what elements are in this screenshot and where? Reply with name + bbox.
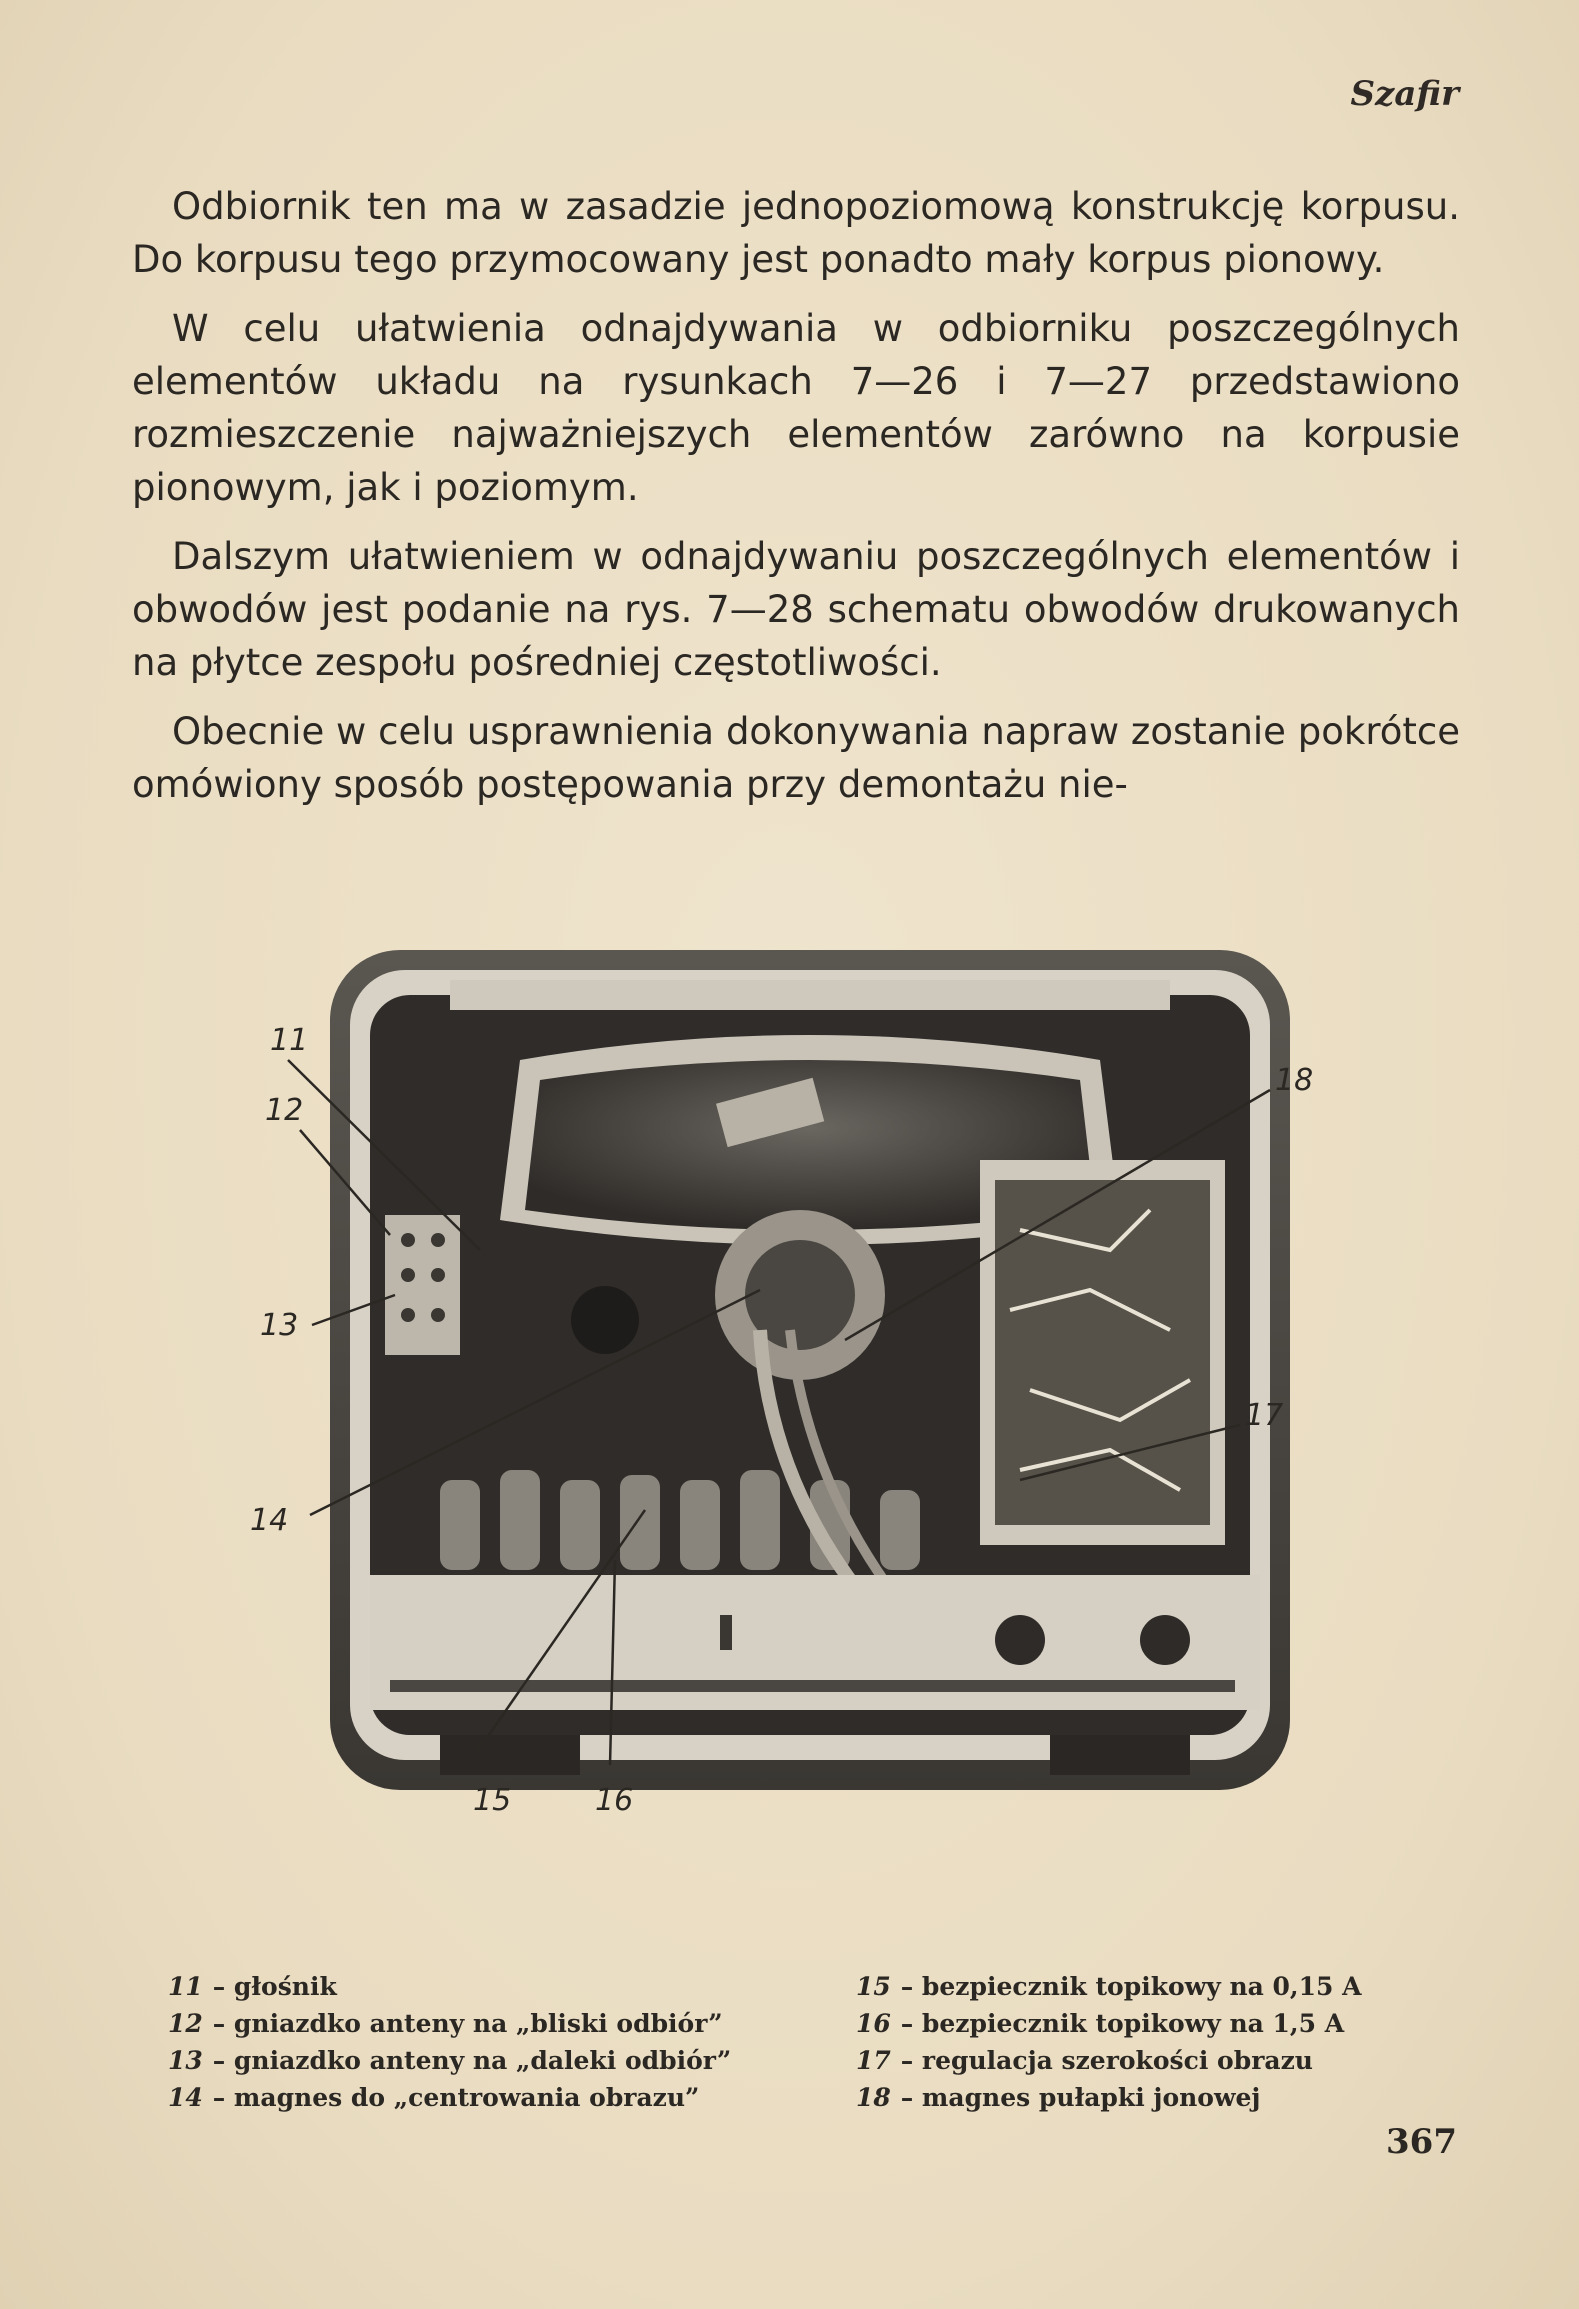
callout-14: 14 <box>250 1503 289 1538</box>
page-number: 367 <box>1386 2122 1457 2162</box>
legend-item: 13 – gniazdko anteny na „daleki odbiór” <box>168 2046 732 2075</box>
paragraph: Odbiornik ten ma w zasadzie jednopoziomową konstrukcję korpusu. Do korpusu tego przymocowany jest ponadto mały korpus pionowy. <box>132 185 1460 281</box>
tv-chassis-photo <box>250 950 1330 1850</box>
control-knob <box>995 1615 1045 1665</box>
paragraph: W celu ułatwienia odnajdywania w odbiorniku poszczególnych elementów układu na rysunkach 7—26 i 7—27 przedstawiono rozmieszczenie najważniejszych elementów zarówno na korpusie pionowym, jak i poziomym. <box>132 307 1460 509</box>
callout-15: 15 <box>473 1783 512 1818</box>
callout-13: 13 <box>260 1308 299 1343</box>
callout-18: 18 <box>1275 1063 1314 1098</box>
callout-16: 16 <box>595 1783 634 1818</box>
legend-item: 16 – bezpiecznik topikowy na 1,5 A <box>856 2009 1345 2038</box>
legend-item: 12 – gniazdko anteny na „bliski odbiór” <box>168 2009 723 2038</box>
legend-item: 14 – magnes do „centrowania obrazu” <box>168 2083 700 2112</box>
legend-item: 18 – magnes pułapki jonowej <box>856 2083 1261 2112</box>
paragraph: Obecnie w celu usprawnienia dokonywania napraw zostanie pokrótce omówiony sposób postępowania przy demontażu nie- <box>132 710 1460 806</box>
figure-legend-left <box>168 1968 808 2116</box>
top-bar <box>450 980 1170 1010</box>
callout-11: 11 <box>270 1023 309 1058</box>
speaker <box>571 1286 639 1354</box>
body-text <box>132 180 1460 827</box>
control-knob <box>1140 1615 1190 1665</box>
paragraph: Dalszym ułatwieniem w odnajdywaniu poszczególnych elementów i obwodów jest podanie na rys. 7—28 schematu obwodów drukowanych na płytce zespołu pośredniej częstotliwości. <box>132 535 1460 684</box>
callout-17: 17 <box>1245 1398 1284 1433</box>
figure-legend-right <box>856 1968 1446 2116</box>
legend-item: 11 – głośnik <box>168 1972 337 2001</box>
tv-chassis-figure <box>250 950 1330 1850</box>
antenna-panel <box>385 1215 460 1355</box>
legend-item: 15 – bezpiecznik topikowy na 0,15 A <box>856 1972 1362 2001</box>
legend-item: 17 – regulacja szerokości obrazu <box>856 2046 1313 2075</box>
callout-12: 12 <box>265 1093 304 1128</box>
running-header: Szafir <box>1350 74 1459 114</box>
